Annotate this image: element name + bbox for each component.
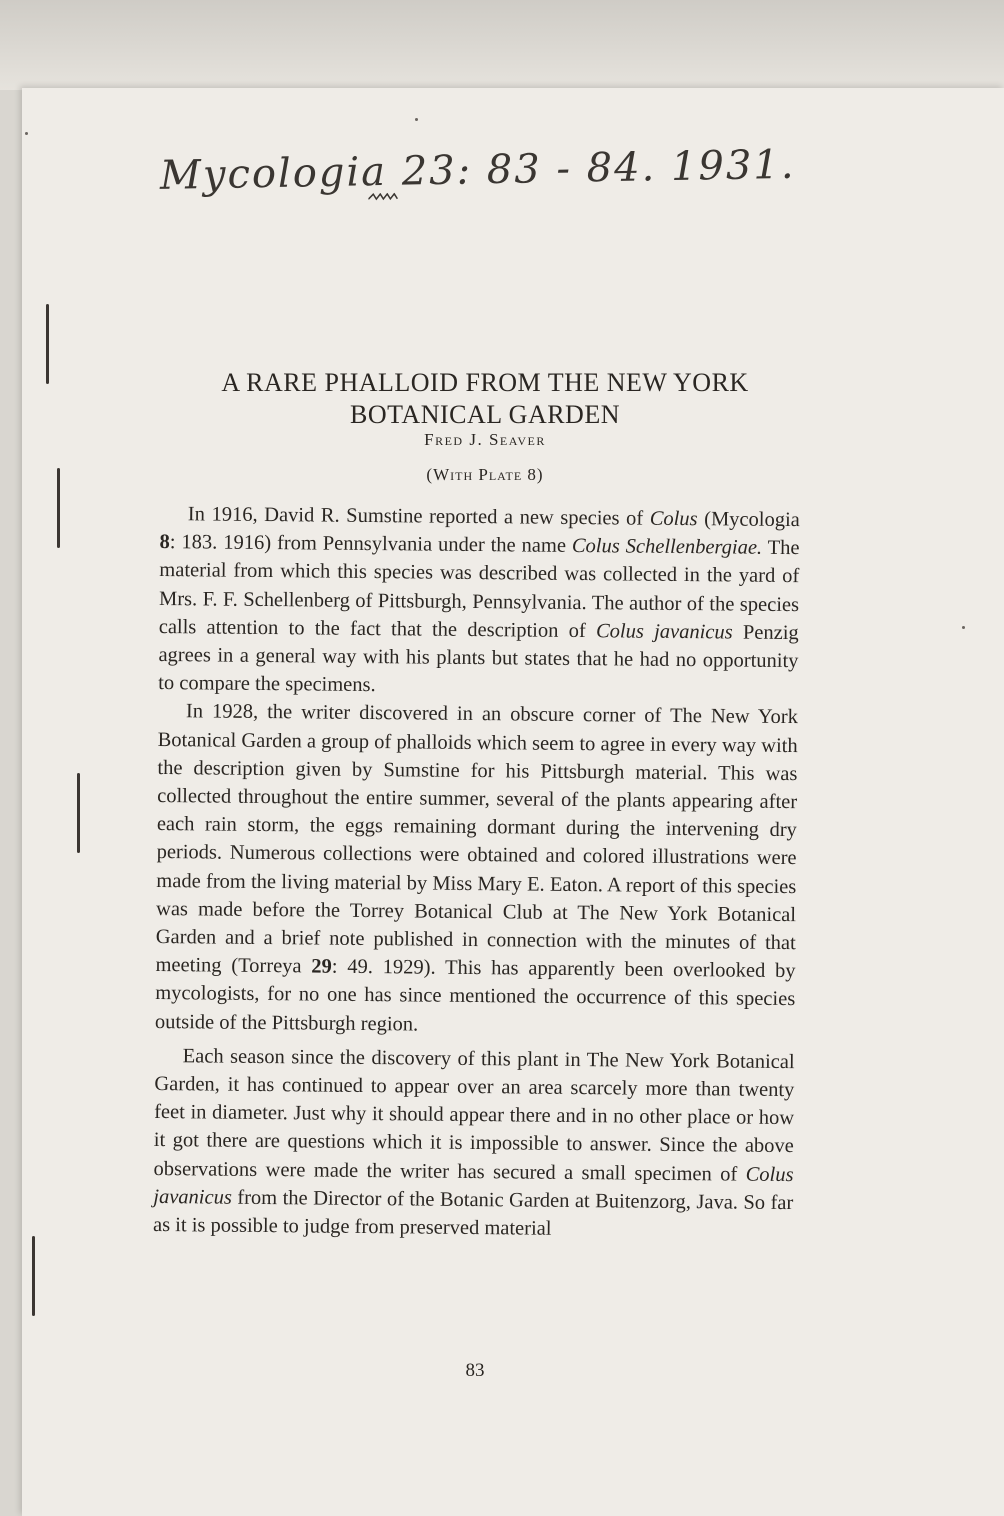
paragraph-1: [158, 500, 800, 704]
staple-1: [46, 304, 49, 384]
handwritten-underline: [368, 193, 398, 202]
species-name: Colus javanicus: [153, 1163, 794, 1209]
article-body: [153, 500, 800, 1245]
handwritten-citation-text: Mycologia 23: 83 - 84. 1931.: [159, 141, 796, 199]
text-run: : 183. 1916) from Pennsylvania under the name: [169, 531, 573, 558]
speck: [415, 118, 418, 121]
background-top: [0, 0, 1004, 90]
species-name: Colus: [649, 507, 698, 531]
species-name: Colus javanicus: [595, 620, 733, 644]
article-author: Fred J. Seaver: [424, 430, 546, 449]
volume-number: 29: [311, 955, 332, 978]
paragraph-3: [153, 1042, 795, 1246]
text-run: : 49. 1929). This has apparently been overlooked by mycologists, for no one has since mentioned the occurrence of this species outside of the Pittsburgh region.: [154, 955, 796, 1036]
title-line-1: A RARE PHALLOID FROM THE NEW YORK: [221, 368, 749, 398]
plate-note: (With Plate 8): [426, 465, 544, 484]
handwritten-citation: [159, 141, 796, 213]
species-name: Colus Schellenbergiae.: [571, 535, 763, 559]
text-run: Each season since the discovery of this plant in The New York Botanical Garden, it has continued to appear over an area scarcely more than twenty feet in diameter. Just why it should appear there and in no other place or how it got there are questions which it is impossible to answer. Since the above observations were made the writer has secured a small specimen of: [153, 1045, 795, 1186]
staple-2: [57, 468, 60, 548]
text-run: In 1928, the writer discovered in an obscure corner of The New York Botanical Garden a group of phalloids which seem to agree in every way with the description given by Sumstine for his Pittsburgh material. This was collected throughout the entire summer, several of the plants appearing after each rain storm, the eggs remaining dormant during the intervening dry periods. Numerous collections were obtained and colored illustrations were made from the living material by Miss Mary E. Eaton. A report of this species was made before the Torrey Botanical Club at The New York Botanical Garden and a brief note published in connection with the minutes of that meeting (Torreya: [155, 700, 799, 978]
paragraph-2: [155, 697, 798, 1042]
text-run: In 1916, David R. Sumstine reported a new species of: [187, 503, 650, 530]
speck: [962, 626, 965, 629]
speck: [25, 132, 28, 135]
article-title: [150, 367, 820, 431]
staple-3: [77, 773, 80, 853]
page-number: 83: [465, 1360, 485, 1381]
volume-number: 8: [159, 531, 170, 554]
text-run: The material from which this species was described was collected in the yard of Mrs. F. F. Schellenberg of Pittsburgh, Pennsylvania. The author of the species calls attention to the fact that the description of: [158, 536, 800, 643]
title-line-2: BOTANICAL GARDEN: [350, 400, 620, 430]
text-run: (Mycologia: [697, 508, 800, 532]
text-run: from the Director of the Botanic Garden at Buitenzorg, Java. So far as it is possible to judge from preserved material: [152, 1186, 794, 1240]
text-run: Penzig agrees in a general way with his plants but states that he had no opportunity to compare the specimens.: [158, 621, 799, 697]
staple-4: [32, 1236, 35, 1316]
